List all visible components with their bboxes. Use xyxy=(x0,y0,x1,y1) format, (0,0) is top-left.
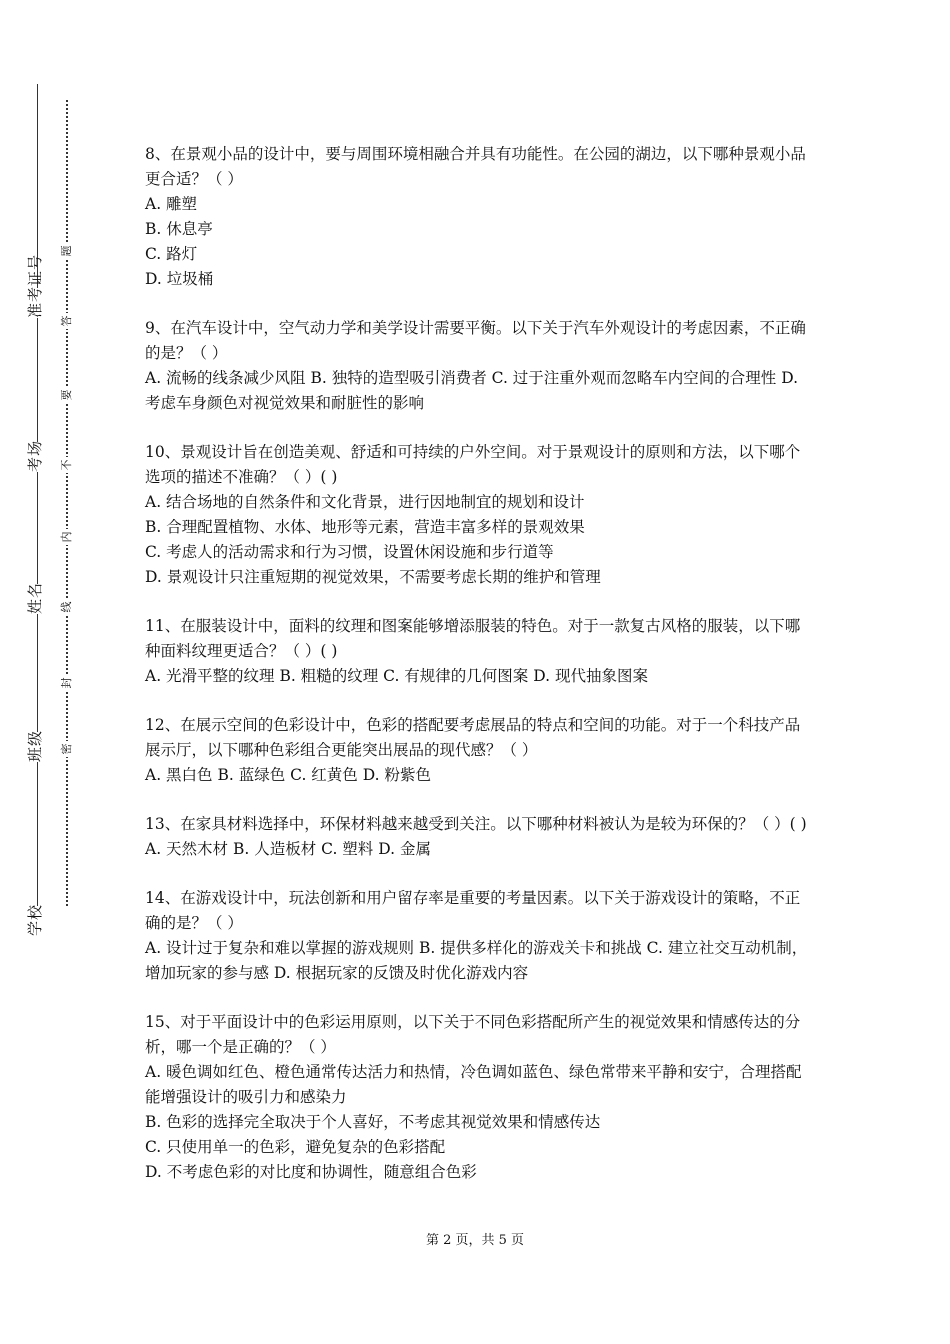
question-15 xyxy=(145,1010,810,1185)
options-inline: A. 流畅的线条减少风阻 B. 独特的造型吸引消费者 C. 过于注重外观而忽略车内空间的合理性 D. 考虑车身颜色对视觉效果和耐脏性的影响 xyxy=(145,369,799,412)
binding-dotted-line xyxy=(66,100,68,906)
option-b: B. 合理配置植物、水体、地形等元素，营造丰富多样的景观效果 xyxy=(145,518,585,536)
page-number: 第 2 页，共 5 页 xyxy=(425,1233,525,1248)
question-stem: 14、在游戏设计中，玩法创新和用户留存率是重要的考量因素。以下关于游戏设计的策略，不正确的是？（ ） xyxy=(145,889,801,932)
binding-solid-line xyxy=(37,84,38,924)
field-admission-number-label: 准考证号 xyxy=(22,288,47,318)
field-school-label: 学校 xyxy=(22,906,47,936)
question-stem: 9、在汽车设计中，空气动力学和美学设计需要平衡。以下关于汽车外观设计的考虑因素，不正确的是？（ ） xyxy=(145,319,806,362)
options-inline: A. 光滑平整的纹理 B. 粗糙的纹理 C. 有规律的几何图案 D. 现代抽象图案 xyxy=(145,667,648,685)
options-inline: A. 天然木材 B. 人造板材 C. 塑料 D. 金属 xyxy=(145,840,431,858)
binding-margin xyxy=(0,0,90,1344)
question-11 xyxy=(145,614,810,689)
option-b: B. 休息亭 xyxy=(145,220,213,238)
question-stem: 12、在展示空间的色彩设计中，色彩的搭配要考虑展品的特点和空间的功能。对于一个科技产品展示厅，以下哪种色彩组合更能突出展品的现代感？（ ） xyxy=(145,716,801,759)
field-name-label: 姓名 xyxy=(22,584,47,614)
question-stem: 11、在服装设计中，面料的纹理和图案能够增添服装的特色。对于一款复古风格的服装，以下哪种面料纹理更适合？（ ）( ) xyxy=(145,617,801,660)
seal-char: 答 xyxy=(60,313,74,329)
question-stem: 10、景观设计旨在创造美观、舒适和可持续的户外空间。对于景观设计的原则和方法，以下哪个选项的描述不准确？（ ）( ) xyxy=(145,443,801,486)
seal-char: 密 xyxy=(60,741,74,757)
field-class-label: 班级 xyxy=(22,732,47,762)
option-b: B. 色彩的选择完全取决于个人喜好，不考虑其视觉效果和情感传达 xyxy=(145,1113,601,1131)
seal-char: 不 xyxy=(60,457,74,473)
option-d: D. 不考虑色彩的对比度和协调性，随意组合色彩 xyxy=(145,1163,477,1181)
options-inline: A. 黑白色 B. 蓝绿色 C. 红黄色 D. 粉紫色 xyxy=(145,766,431,784)
field-exam-room-label: 考场 xyxy=(22,442,47,472)
option-c: C. 路灯 xyxy=(145,245,198,263)
seal-char: 封 xyxy=(60,675,74,691)
question-stem: 8、在景观小品的设计中，要与周围环境相融合并具有功能性。在公园的湖边，以下哪种景观小品更合适？（ ） xyxy=(145,145,806,188)
options-inline: A. 设计过于复杂和难以掌握的游戏规则 B. 提供多样化的游戏关卡和挑战 C. 建立社交互动机制，增加玩家的参与感 D. 根据玩家的反馈及时优化游戏内容 xyxy=(145,939,808,982)
question-10 xyxy=(145,440,810,590)
question-stem: 13、在家具材料选择中，环保材料越来越受到关注。以下哪种材料被认为是较为环保的？（ ）( ) xyxy=(145,815,807,833)
question-stem: 15、对于平面设计中的色彩运用原则，以下关于不同色彩搭配所产生的视觉效果和情感传达的分析，哪一个是正确的？（ ） xyxy=(145,1013,801,1056)
question-8 xyxy=(145,142,810,292)
option-a: A. 暖色调如红色、橙色通常传达活力和热情，冷色调如蓝色、绿色常带来平静和安宁，合理搭配能增强设计的吸引力和感染力 xyxy=(145,1063,802,1106)
seal-char: 要 xyxy=(60,387,74,403)
seal-char: 内 xyxy=(60,529,74,545)
option-c: C. 只使用单一的色彩，避免复杂的色彩搭配 xyxy=(145,1138,446,1156)
seal-char: 题 xyxy=(60,243,74,259)
option-d: D. 景观设计只注重短期的视觉效果，不需要考虑长期的维护和管理 xyxy=(145,568,601,586)
option-d: D. 垃圾桶 xyxy=(145,270,214,288)
question-14 xyxy=(145,886,810,986)
question-13 xyxy=(145,812,810,862)
option-c: C. 考虑人的活动需求和行为习惯，设置休闲设施和步行道等 xyxy=(145,543,554,561)
question-12 xyxy=(145,713,810,788)
option-a: A. 结合场地的自然条件和文化背景，进行因地制宜的规划和设计 xyxy=(145,493,585,511)
question-9 xyxy=(145,316,810,416)
option-a: A. 雕塑 xyxy=(145,195,198,213)
question-list xyxy=(145,142,810,1209)
seal-char: 线 xyxy=(60,599,74,615)
